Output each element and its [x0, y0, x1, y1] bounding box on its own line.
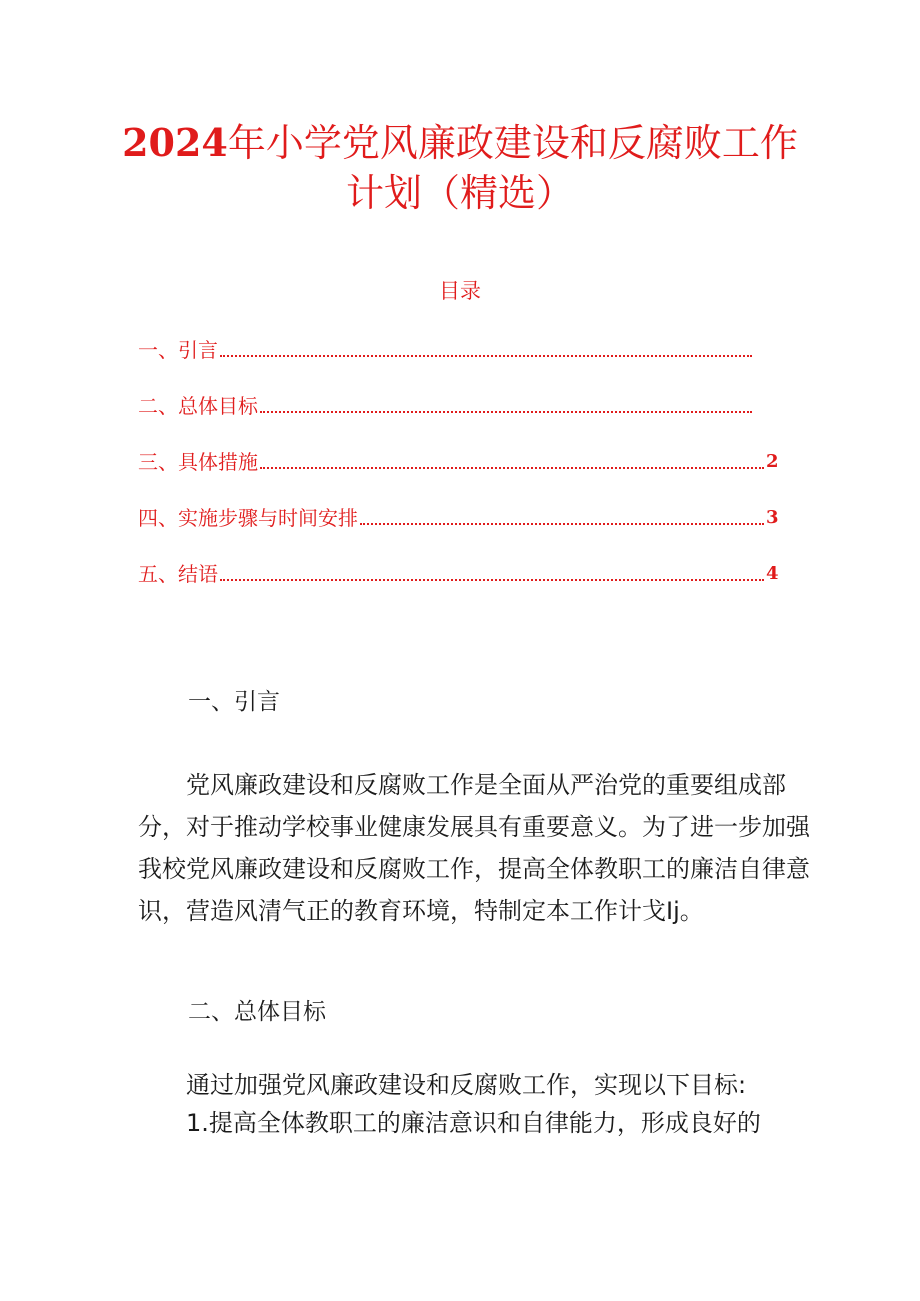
toc-item-implementation-schedule[interactable] — [138, 500, 778, 532]
toc-item-introduction[interactable] — [138, 332, 778, 364]
toc-item-label: 二、总体目标 — [138, 394, 258, 418]
toc-item-label: 三、具体措施 — [138, 450, 258, 474]
toc-item-label: 五、结语 — [138, 562, 218, 586]
paragraph-line: 识，营造风清气正的教育环境，特制定本工作计戈Ij。 — [138, 897, 704, 925]
title-text: 年小学党风廉政建设和反腐败工作 — [227, 121, 798, 165]
toc-item-label: 一、引言 — [138, 338, 218, 362]
document-title-line-1 — [100, 116, 820, 170]
toc-item-page: 3 — [766, 507, 779, 528]
toc-leader-dots — [260, 411, 752, 413]
title-year: 2024 — [122, 120, 228, 165]
toc-leader-dots — [260, 467, 764, 469]
toc-leader-dots — [220, 355, 752, 357]
paragraph-line: 分，对于推动学校事业健康发展具有重要意义。为了进一步加强 — [138, 813, 810, 841]
section-introduction-paragraph — [138, 764, 810, 932]
document-title-line-2: 计划（精选） — [345, 171, 574, 215]
toc-item-label: 四、实施步骤与时间安排 — [138, 506, 358, 530]
toc-item-overall-goals[interactable] — [138, 388, 778, 420]
toc-item-specific-measures[interactable] — [138, 444, 778, 476]
paragraph-line: 通过加强党风廉政建设和反腐败工作，实现以下目标: — [186, 1071, 747, 1099]
paragraph-line: 我校党风廉政建设和反腐败工作，提高全体教职工的廉洁自律意 — [138, 855, 810, 883]
paragraph-line: 1.提高全体教职工的廉洁意识和自律能力，形成良好的 — [186, 1109, 761, 1137]
section-overall-goals-paragraph — [138, 1066, 788, 1142]
paragraph-line: 党风廉政建设和反腐败工作是全面从严治党的重要组成部 — [186, 771, 786, 799]
toc-item-page: 2 — [766, 451, 779, 472]
toc-heading: 目录 — [439, 279, 481, 303]
toc-item-page: 4 — [766, 563, 779, 584]
section-heading-overall-goals: 二、总体目标 — [188, 999, 326, 1025]
toc-leader-dots — [360, 523, 764, 525]
section-heading-introduction: 一、引言 — [188, 689, 280, 715]
toc-item-conclusion[interactable] — [138, 556, 778, 588]
toc-leader-dots — [220, 579, 764, 581]
